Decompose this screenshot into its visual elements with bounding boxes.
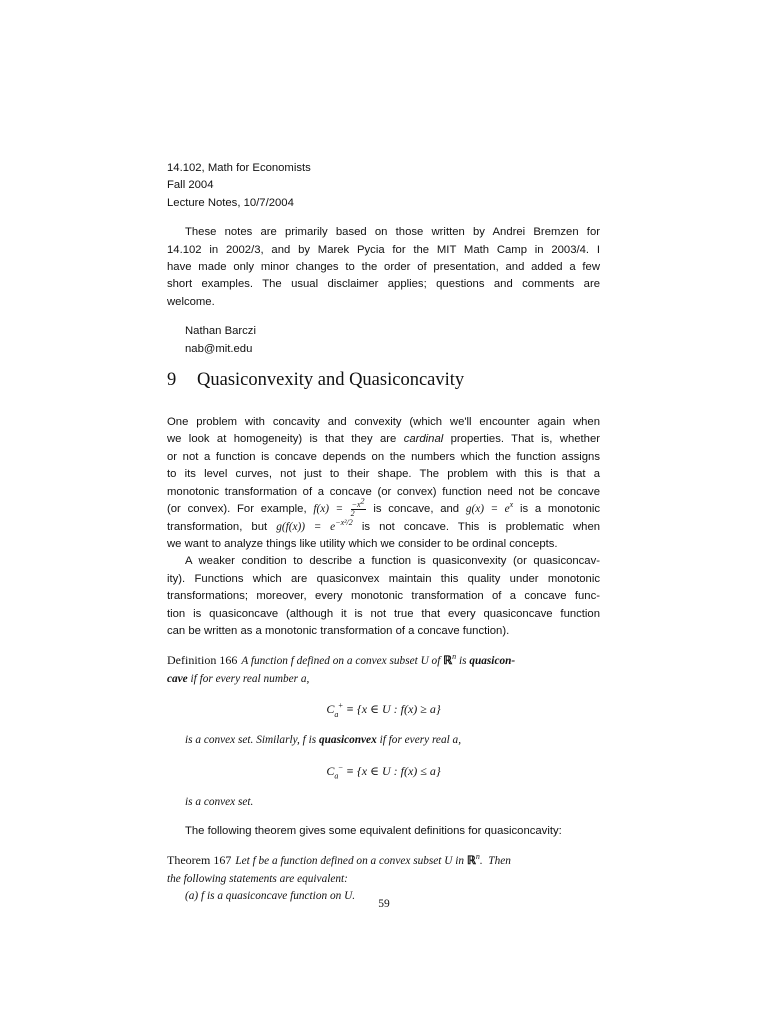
para-line: ity). Functions which are quasiconvex maintain this quality under monotonic bbox=[167, 572, 600, 585]
document-page bbox=[167, 160, 600, 906]
theorem-line: (a) f is a quasiconcave function on U. bbox=[185, 890, 356, 903]
section-number: 9 bbox=[167, 370, 177, 391]
page-number: 59 bbox=[378, 898, 390, 910]
author-name: Nathan Barczi bbox=[185, 325, 256, 338]
theorem-line: Theorem 167 Let f be a function defined on a convex subset U in ℝ$^n$. Then bbox=[167, 852, 511, 868]
definition-line: Definition 166 A function f defined on a convex subset U of ℝ$^n$ is quasicon- bbox=[167, 652, 516, 668]
formula-f: f(x) = $\frac{-x^2}{2}$ bbox=[313, 496, 365, 519]
paragraph-concavity bbox=[167, 414, 600, 553]
para-line: to its level curves, not just to their shape. The problem with this is that a bbox=[167, 468, 600, 481]
intro-paragraph bbox=[167, 224, 600, 311]
author-email[interactable]: nab@mit.edu bbox=[185, 342, 253, 355]
header-term: Fall 2004 bbox=[167, 179, 214, 192]
intro-line: have made only minor changes to the order of presentation, and added a few bbox=[167, 261, 600, 274]
equation-upper-contour: $C_a^+ \equiv \{x$ ∈ U : f(x) ≥ a} bbox=[326, 701, 441, 719]
definition-line: is a convex set. bbox=[185, 795, 254, 808]
definition-line: cave if for every real number a, bbox=[167, 672, 310, 685]
para-line: we look at homogeneity) is that they are cardinal properties. That is, whether bbox=[167, 433, 600, 446]
section-heading bbox=[167, 368, 600, 392]
intro-line: 14.102 in 2002/3, and by Marek Pycia for the MIT Math Camp in 2003/4. I bbox=[167, 243, 600, 256]
theorem-line: the following statements are equivalent: bbox=[167, 872, 348, 885]
term-quasiconvex: quasiconvex bbox=[318, 734, 377, 747]
header-date: Lecture Notes, 10/7/2004 bbox=[167, 196, 294, 209]
equation-lower-contour: $C_a^- \equiv \{x$ ∈ U : f(x) ≤ a} bbox=[326, 762, 441, 781]
definition-line: is a convex set. Similarly, f is quasiconvex if for every real a, bbox=[185, 734, 462, 747]
para-line: we want to analyze things like utility which we consider to be ordinal concepts. bbox=[167, 538, 558, 550]
section-title: Quasiconvexity and Quasiconcavity bbox=[197, 370, 465, 391]
paragraph-quasiconvexity bbox=[167, 553, 600, 640]
intro-line: welcome. bbox=[167, 295, 215, 308]
para-line: (or convex). For example, f(x) = $\frac{-x^2}{2}$ is concave, and $g(x) = e^x$ is a monotonic bbox=[167, 496, 601, 519]
definition-166 bbox=[167, 652, 600, 811]
intro-line: short examples. The usual disclaimer applies; questions and comments are bbox=[167, 278, 600, 291]
theorem-heading: Theorem 167 bbox=[167, 853, 232, 868]
para-line: or not a function is concave depends on the numbers which the function assigns bbox=[167, 450, 600, 463]
following-text: The following theorem gives some equivalent definitions for quasiconcavity: bbox=[185, 825, 562, 838]
header-course: 14.102, Math for Economists bbox=[167, 162, 311, 174]
formula-g: $g(x) = e^x$ bbox=[465, 500, 514, 516]
para-line: transformation, but $g(f(x)) = e^{-x^2/2}$ is not concave. This is problematic when bbox=[167, 517, 601, 533]
intro-line: These notes are primarily based on those written by Andrei Bremzen for bbox=[185, 226, 600, 239]
para-line: One problem with concavity and convexity (which we'll encounter again when bbox=[167, 416, 600, 429]
para-line: tion is quasiconcave (although it is not true that every quasiconcave function bbox=[167, 607, 600, 620]
para-line: can be written as a monotonic transformation of a concave function). bbox=[167, 625, 510, 638]
emphasis-cardinal: cardinal bbox=[403, 433, 444, 446]
term-quasiconcave: quasicon- bbox=[469, 655, 516, 668]
formula-gf: $g(f(x)) = e^{-x^2/2}$ bbox=[276, 517, 353, 533]
definition-heading: Definition 166 bbox=[167, 653, 238, 668]
para-line: A weaker condition to describe a function is quasiconvexity (or quasiconcav- bbox=[185, 555, 600, 568]
para-line: monotonic transformation of a concave (or convex) function need not be concave bbox=[167, 485, 600, 498]
para-line: transformations; moreover, every monotonic transformation of a concave func- bbox=[167, 590, 600, 603]
